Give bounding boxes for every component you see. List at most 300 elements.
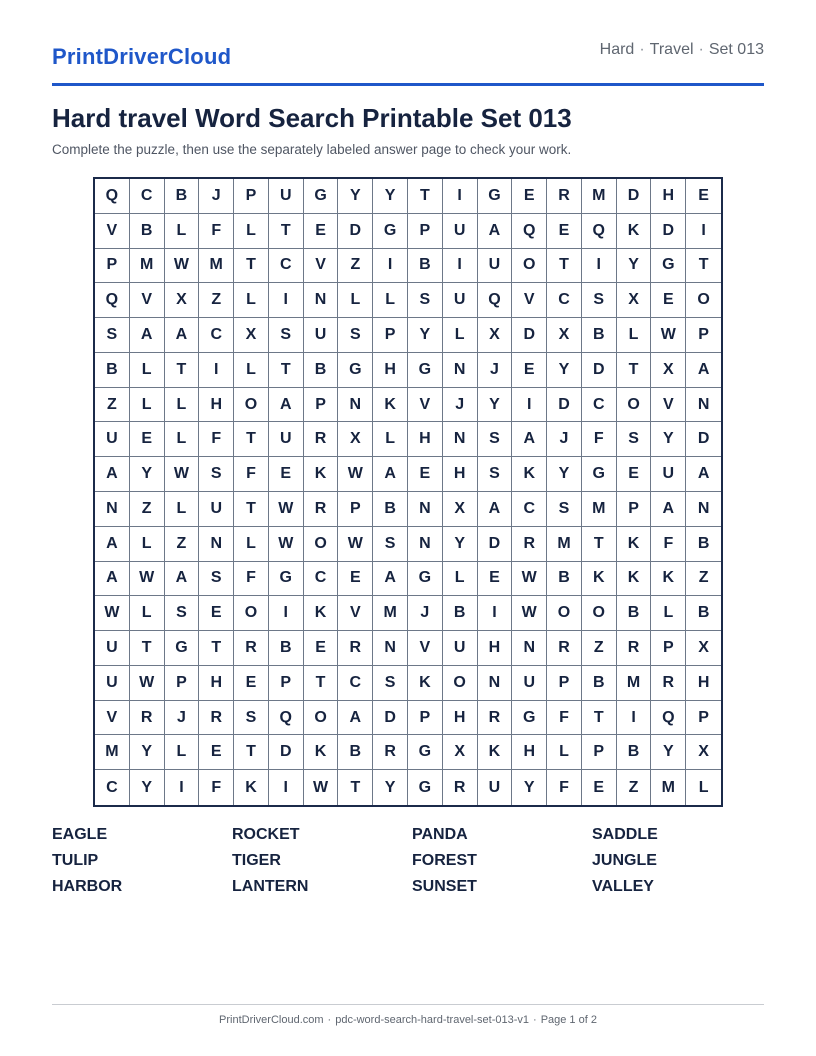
grid-cell: T [617,353,652,388]
grid-cell: R [130,701,165,736]
grid-cell: E [478,562,513,597]
grid-cell: I [443,249,478,284]
grid-cell: Z [338,249,373,284]
grid-cell: U [443,283,478,318]
grid-cell: O [617,388,652,423]
grid-cell: B [547,562,582,597]
grid-cell: D [651,214,686,249]
grid-cell: S [234,701,269,736]
grid-cell: S [199,562,234,597]
grid-cell: E [547,214,582,249]
grid-cell: P [304,388,339,423]
grid-cell: R [199,701,234,736]
grid-cell: Q [651,701,686,736]
grid-cell: B [582,666,617,701]
grid-cell: W [304,770,339,805]
meta-separator: · [639,41,645,58]
grid-cell: G [269,562,304,597]
grid-cell: U [651,457,686,492]
grid-cell: V [95,214,130,249]
grid-cell: O [234,596,269,631]
grid-cell: Z [199,283,234,318]
grid-cell: Z [582,631,617,666]
grid-cell: X [617,283,652,318]
grid-cell: I [512,388,547,423]
grid-cell: S [338,318,373,353]
grid-cell: H [408,422,443,457]
grid-cell: U [478,249,513,284]
grid-cell: O [686,283,721,318]
grid-cell: B [338,735,373,770]
grid-cell: S [547,492,582,527]
grid-cell: F [199,422,234,457]
grid-cell: D [582,353,617,388]
grid-cell: E [686,179,721,214]
grid-cell: S [617,422,652,457]
grid-cell: Y [547,457,582,492]
grid-cell: X [686,735,721,770]
grid-cell: P [582,735,617,770]
grid-cell: D [373,701,408,736]
grid-cell: G [408,770,443,805]
grid-cell: T [547,249,582,284]
grid-cell: C [304,562,339,597]
grid-cell: A [165,318,200,353]
grid-cell: K [304,596,339,631]
grid-cell: U [199,492,234,527]
grid-cell: J [165,701,200,736]
grid-cell: R [338,631,373,666]
grid-cell: D [547,388,582,423]
grid-cell: M [373,596,408,631]
grid-cell: X [234,318,269,353]
grid-cell: A [95,527,130,562]
grid-cell: H [651,179,686,214]
grid-cell: S [373,527,408,562]
grid-cell: D [686,422,721,457]
grid-cell: Y [443,527,478,562]
grid-cell: F [547,770,582,805]
grid-cell: X [478,318,513,353]
grid-cell: E [234,666,269,701]
grid-cell: G [478,179,513,214]
grid-cell: F [582,422,617,457]
grid-cell: H [686,666,721,701]
grid-cell: G [408,735,443,770]
word-list-item: LANTERN [232,878,309,895]
grid-cell: S [373,666,408,701]
grid-cell: U [269,179,304,214]
grid-cell: U [269,422,304,457]
grid-cell: M [547,527,582,562]
grid-cell: N [408,492,443,527]
grid-cell: P [408,701,443,736]
grid-cell: R [478,701,513,736]
grid-cell: A [373,457,408,492]
grid-cell: I [269,283,304,318]
grid-cell: L [373,422,408,457]
grid-cell: K [408,666,443,701]
word-list-item: HARBOR [52,878,123,895]
grid-cell: Q [478,283,513,318]
grid-cell: V [130,283,165,318]
grid-cell: N [512,631,547,666]
grid-cell: Z [130,492,165,527]
grid-cell: G [651,249,686,284]
grid-cell: L [234,527,269,562]
grid-cell: I [582,249,617,284]
footer-page-number: Page 1 of 2 [540,1014,597,1026]
grid-cell: P [547,666,582,701]
grid-cell: N [478,666,513,701]
grid-cell: O [547,596,582,631]
grid-cell: H [199,666,234,701]
grid-cell: C [338,666,373,701]
grid-cell: D [269,735,304,770]
grid-cell: D [617,179,652,214]
grid-cell: R [617,631,652,666]
grid-cell: T [165,353,200,388]
grid-cell: U [95,666,130,701]
word-list-item: SADDLE [592,826,658,843]
grid-cell: C [512,492,547,527]
grid-cell: T [234,735,269,770]
grid-cell: R [304,492,339,527]
grid-cell: H [199,388,234,423]
grid-cell: X [547,318,582,353]
grid-cell: H [443,701,478,736]
grid-cell: K [373,388,408,423]
grid-cell: L [165,492,200,527]
grid-cell: U [304,318,339,353]
grid-cell: E [199,735,234,770]
grid-cell: U [443,631,478,666]
grid-cell: W [165,457,200,492]
grid-cell: X [165,283,200,318]
grid-cell: H [478,631,513,666]
grid-cell: P [165,666,200,701]
grid-cell: P [651,631,686,666]
grid-cell: E [269,457,304,492]
grid-cell: T [234,249,269,284]
grid-cell: P [234,179,269,214]
grid-cell: L [130,527,165,562]
grid-cell: R [304,422,339,457]
grid-cell: M [582,179,617,214]
grid-cell: J [199,179,234,214]
grid-cell: E [651,283,686,318]
grid-cell: Y [651,735,686,770]
grid-cell: F [651,527,686,562]
grid-cell: L [617,318,652,353]
grid-cell: G [165,631,200,666]
grid-cell: P [338,492,373,527]
grid-cell: E [582,770,617,805]
grid-cell: A [95,562,130,597]
grid-cell: K [478,735,513,770]
grid-cell: Z [686,562,721,597]
grid-cell: K [582,562,617,597]
grid-cell: P [408,214,443,249]
grid-cell: V [95,701,130,736]
grid-cell: L [130,388,165,423]
grid-cell: C [95,770,130,805]
grid-cell: O [304,701,339,736]
grid-cell: T [582,701,617,736]
grid-cell: V [651,388,686,423]
grid-cell: R [547,631,582,666]
word-list [52,826,772,904]
grid-cell: N [95,492,130,527]
grid-cell: Y [130,735,165,770]
grid-cell: F [199,770,234,805]
grid-cell: W [95,596,130,631]
grid-cell: W [338,527,373,562]
grid-cell: J [547,422,582,457]
grid-cell: I [686,214,721,249]
grid-cell: D [512,318,547,353]
grid-cell: T [338,770,373,805]
grid-cell: N [373,631,408,666]
grid-cell: S [582,283,617,318]
grid-cell: O [443,666,478,701]
grid-cell: L [165,214,200,249]
grid-cell: A [338,701,373,736]
grid-cell: B [269,631,304,666]
grid-cell: Y [478,388,513,423]
grid-cell: F [547,701,582,736]
grid-cell: L [165,388,200,423]
grid-cell: N [686,492,721,527]
grid-cell: S [269,318,304,353]
grid-cell: L [130,353,165,388]
grid-cell: N [443,353,478,388]
grid-cell: Y [373,179,408,214]
grid-cell: X [651,353,686,388]
word-list-item: TULIP [52,852,99,869]
grid-cell: X [338,422,373,457]
grid-cell: K [512,457,547,492]
grid-cell: I [165,770,200,805]
grid-cell: D [338,214,373,249]
grid-cell: L [130,596,165,631]
grid-cell: L [547,735,582,770]
grid-cell: K [617,562,652,597]
grid-cell: Y [547,353,582,388]
grid-cell: J [478,353,513,388]
word-list-item: SUNSET [412,878,477,895]
grid-cell: B [373,492,408,527]
grid-cell: R [651,666,686,701]
grid-cell: A [269,388,304,423]
grid-cell: H [373,353,408,388]
grid-cell: V [512,283,547,318]
grid-cell: C [547,283,582,318]
grid-cell: U [478,770,513,805]
grid-cell: A [686,457,721,492]
grid-cell: E [512,179,547,214]
grid-cell: Y [512,770,547,805]
word-list-item: EAGLE [52,826,108,843]
grid-cell: C [130,179,165,214]
grid-cell: W [512,562,547,597]
grid-cell: W [269,492,304,527]
grid-cell: B [686,596,721,631]
grid-cell: L [651,596,686,631]
grid-cell: A [512,422,547,457]
grid-cell: L [443,562,478,597]
footer-separator: · [533,1014,537,1026]
word-list-item: PANDA [412,826,468,843]
grid-cell: N [338,388,373,423]
grid-cell: L [234,214,269,249]
grid-cell: G [408,562,443,597]
grid-cell: E [199,596,234,631]
grid-cell: Y [408,318,443,353]
grid-cell: Y [130,770,165,805]
grid-cell: S [199,457,234,492]
grid-cell: L [338,283,373,318]
grid-cell: C [199,318,234,353]
grid-cell: R [234,631,269,666]
grid-cell: P [95,249,130,284]
grid-cell: I [617,701,652,736]
grid-cell: S [478,422,513,457]
grid-cell: L [443,318,478,353]
grid-cell: S [408,283,443,318]
grid-cell: Y [373,770,408,805]
grid-cell: C [582,388,617,423]
page-title: Hard travel Word Search Printable Set 013 [52,103,572,133]
grid-cell: Q [95,283,130,318]
grid-cell: B [443,596,478,631]
grid-cell: O [304,527,339,562]
grid-cell: B [304,353,339,388]
grid-cell: T [304,666,339,701]
footer-separator: · [327,1014,332,1026]
grid-cell: I [199,353,234,388]
grid-cell: K [617,527,652,562]
grid-cell: E [408,457,443,492]
grid-cell: E [338,562,373,597]
footer-site: PrintDriverCloud.com [219,1014,324,1026]
grid-cell: X [686,631,721,666]
grid-cell: W [165,249,200,284]
grid-cell: O [512,249,547,284]
grid-cell: I [478,596,513,631]
grid-cell: H [512,735,547,770]
grid-cell: A [165,562,200,597]
grid-cell: T [582,527,617,562]
grid-cell: A [478,214,513,249]
grid-cell: B [408,249,443,284]
grid-cell: P [269,666,304,701]
page-subtitle: Complete the puzzle, then use the separately labeled answer page to check your work. [52,142,572,157]
grid-cell: E [512,353,547,388]
page-footer [0,1014,816,1026]
grid-cell: K [304,457,339,492]
grid-cell: B [617,596,652,631]
grid-cell: E [304,631,339,666]
grid-cell: N [686,388,721,423]
grid-cell: A [95,457,130,492]
grid-cell: L [234,283,269,318]
grid-cell: H [443,457,478,492]
grid-cell: B [582,318,617,353]
grid-cell: C [269,249,304,284]
grid-cell: Y [651,422,686,457]
grid-cell: I [269,770,304,805]
grid-cell: K [651,562,686,597]
header-divider [52,83,764,86]
grid-cell: Y [617,249,652,284]
grid-cell: Q [269,701,304,736]
grid-cell: Z [95,388,130,423]
grid-cell: T [234,492,269,527]
grid-cell: W [130,562,165,597]
grid-cell: R [547,179,582,214]
grid-cell: L [165,422,200,457]
grid-cell: P [617,492,652,527]
meta-separator: · [698,41,704,58]
word-list-item: TIGER [232,852,281,869]
grid-cell: G [373,214,408,249]
grid-cell: V [408,631,443,666]
grid-cell: A [373,562,408,597]
grid-cell: V [408,388,443,423]
word-list-item: JUNGLE [592,852,657,869]
grid-cell: V [338,596,373,631]
grid-cell: M [199,249,234,284]
grid-cell: R [512,527,547,562]
grid-cell: W [130,666,165,701]
grid-cell: T [234,422,269,457]
grid-cell: R [443,770,478,805]
grid-cell: P [686,318,721,353]
grid-cell: Z [617,770,652,805]
grid-cell: T [199,631,234,666]
grid-cell: T [686,249,721,284]
grid-cell: I [373,249,408,284]
grid-cell: W [651,318,686,353]
grid-cell: P [373,318,408,353]
meta-difficulty: Hard [599,41,635,58]
grid-cell: S [478,457,513,492]
grid-cell: N [304,283,339,318]
grid-cell: E [617,457,652,492]
grid-cell: X [443,492,478,527]
grid-cell: L [234,353,269,388]
grid-cell: N [443,422,478,457]
grid-cell: S [165,596,200,631]
grid-cell: A [130,318,165,353]
puzzle-meta [600,41,764,59]
brand-logo: PrintDriverCloud [52,44,232,69]
grid-cell: L [165,735,200,770]
grid-cell: F [234,457,269,492]
grid-cell: Q [95,179,130,214]
footer-divider [52,1004,764,1005]
grid-cell: I [443,179,478,214]
grid-cell: A [478,492,513,527]
grid-cell: L [373,283,408,318]
grid-cell: B [130,214,165,249]
grid-cell: K [304,735,339,770]
word-list-item: ROCKET [232,826,300,843]
word-list-item: VALLEY [592,878,654,895]
grid-cell: E [304,214,339,249]
grid-cell: D [478,527,513,562]
